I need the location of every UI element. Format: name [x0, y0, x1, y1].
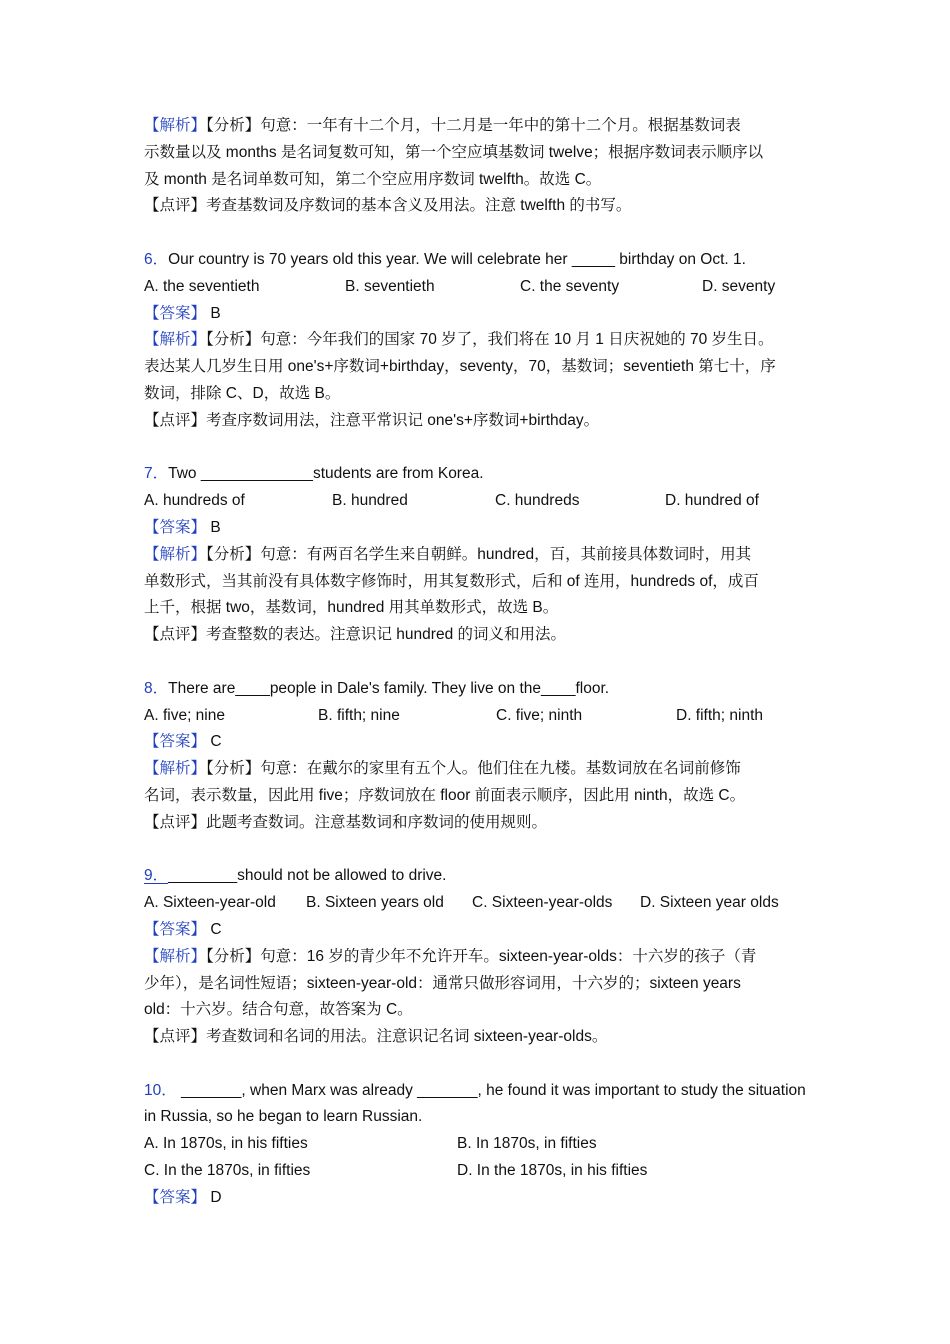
analysis-tag: 【解析】: [144, 117, 207, 134]
q10-options-row-2: [144, 1158, 810, 1185]
q7-option-b: B. hundred: [332, 492, 408, 510]
q6-analysis-line-1: 【解析】【分析】句意：今年我们的国家 70 岁了，我们将在 10 月 1 日庆祝她的 70 岁生日。: [144, 331, 774, 349]
q7-analysis-line-3: 上千，根据 two，基数词，hundred 用其单数形式，故选 B。: [144, 599, 559, 617]
q8-analysis-line-1: 【解析】【分析】句意：在戴尔的家里有五个人。他们住在九楼。基数词放在名词前修饰: [144, 760, 741, 778]
q6-comment: 【点评】考查序数词用法，注意平常识记 one's+序数词+birthday。: [144, 411, 600, 429]
q8-analysis-line-2: 名词，表示数量，因此用 five；序数词放在 floor 前面表示顺序，因此用 ninth，故选 C。: [144, 786, 746, 804]
q10-option-b: B. In 1870s, in fifties: [457, 1135, 597, 1153]
q8-answer: 【答案】 C: [144, 733, 222, 751]
q6-options: [144, 274, 810, 301]
q10-stem-line-2: in Russia, so he began to learn Russian.: [144, 1108, 423, 1126]
q7-options: [144, 488, 810, 515]
q7-option-a: A. hundreds of: [144, 492, 245, 510]
q6-answer: 【答案】 B: [144, 304, 221, 322]
q8-option-a: A. five; nine: [144, 706, 225, 724]
document-page: [144, 113, 810, 1212]
q5-analysis-line-3: 及 month 是名词单数可知，第二个空应用序数词 twelfth。故选 C。: [144, 170, 602, 188]
q7-analysis-line-1: 【解析】【分析】句意：有两百名学生来自朝鲜。hundred，百，其前接具体数词时，用其: [144, 545, 752, 563]
q6-analysis-line-2: 表达某人几岁生日用 one's+序数词+birthday，seventy，70，基数词；seventieth 第七十，序: [144, 358, 776, 376]
q6-analysis-line-3: 数词，排除 C、D，故选 B。: [144, 384, 341, 402]
q9-analysis-line-2: 少年），是名词性短语；sixteen-year-old：通常只做形容词用，十六岁的；sixteen years: [144, 974, 741, 992]
q9-option-b: B. Sixteen years old: [306, 894, 444, 912]
q8-comment: 【点评】此题考查数词。注意基数词和序数词的使用规则。: [144, 813, 548, 831]
q9-options: [144, 890, 810, 917]
q6-option-d: D. seventy: [702, 277, 776, 295]
q9-analysis-line-3: old：十六岁。结合句意，故答案为 C。: [144, 1001, 413, 1019]
q7-option-c: C. hundreds: [495, 492, 580, 510]
q7-analysis-line-2: 单数形式，当其前没有具体数字修饰时，用其复数形式，后和 of 连用，hundreds of，成百: [144, 572, 759, 590]
q5-analysis-line-1: 【解析】【分析】句意：一年有十二个月，十二月是一年中的第十二个月。根据基数词表: [144, 117, 741, 134]
q8-stem: 8．There are____people in Dale's family. They live on the____floor.: [144, 679, 610, 697]
q10-answer: 【答案】 D: [144, 1188, 222, 1206]
q9-option-d: D. Sixteen year olds: [640, 894, 779, 912]
q7-option-d: D. hundred of: [665, 492, 759, 510]
q9-option-c: C. Sixteen-year-olds: [472, 894, 613, 912]
q7-comment: 【点评】考查整数的表达。注意识记 hundred 的词义和用法。: [144, 626, 566, 644]
q9-answer: 【答案】 C: [144, 920, 222, 938]
q8-option-d: D. fifth; ninth: [676, 706, 764, 724]
q10-option-c: C. In the 1870s, in fifties: [144, 1162, 311, 1180]
q6-option-c: C. the seventy: [520, 277, 620, 295]
q6-option-a: A. the seventieth: [144, 277, 260, 295]
q10-option-a: A. In 1870s, in his fifties: [144, 1135, 308, 1153]
q9-option-a: A. Sixteen-year-old: [144, 894, 276, 912]
q9-analysis-line-1: 【解析】【分析】句意：16 岁的青少年不允许开车。sixteen-year-olds：十六岁的孩子（青: [144, 947, 757, 965]
q8-options: [144, 703, 810, 730]
q10-options-row-1: [144, 1131, 810, 1158]
q10-stem-line-1: 10． _______, when Marx was already _______, he found it was important to study the situation: [144, 1081, 806, 1099]
q10-option-d: D. In the 1870s, in his fifties: [457, 1162, 648, 1180]
q8-option-c: C. five; ninth: [496, 706, 583, 724]
q9-comment: 【点评】考查数词和名词的用法。注意识记名词 sixteen-year-olds。: [144, 1028, 608, 1046]
q9-stem: 9．________should not be allowed to drive.: [144, 867, 447, 885]
q7-stem: 7．Two _____________students are from Korea.: [144, 465, 484, 483]
q5-analysis-line-2: 示数量以及 months 是名词复数可知，第一个空应填基数词 twelve；根据序数词表示顺序以: [144, 143, 764, 161]
q8-option-b: B. fifth; nine: [318, 706, 400, 724]
q5-comment: 【点评】考查基数词及序数词的基本含义及用法。注意 twelfth 的书写。: [144, 197, 632, 215]
q6-option-b: B. seventieth: [345, 277, 435, 295]
q6-stem: 6．Our country is 70 years old this year. We will celebrate her _____ birthday on Oct. 1.: [144, 250, 746, 268]
q7-answer: 【答案】 B: [144, 518, 221, 536]
